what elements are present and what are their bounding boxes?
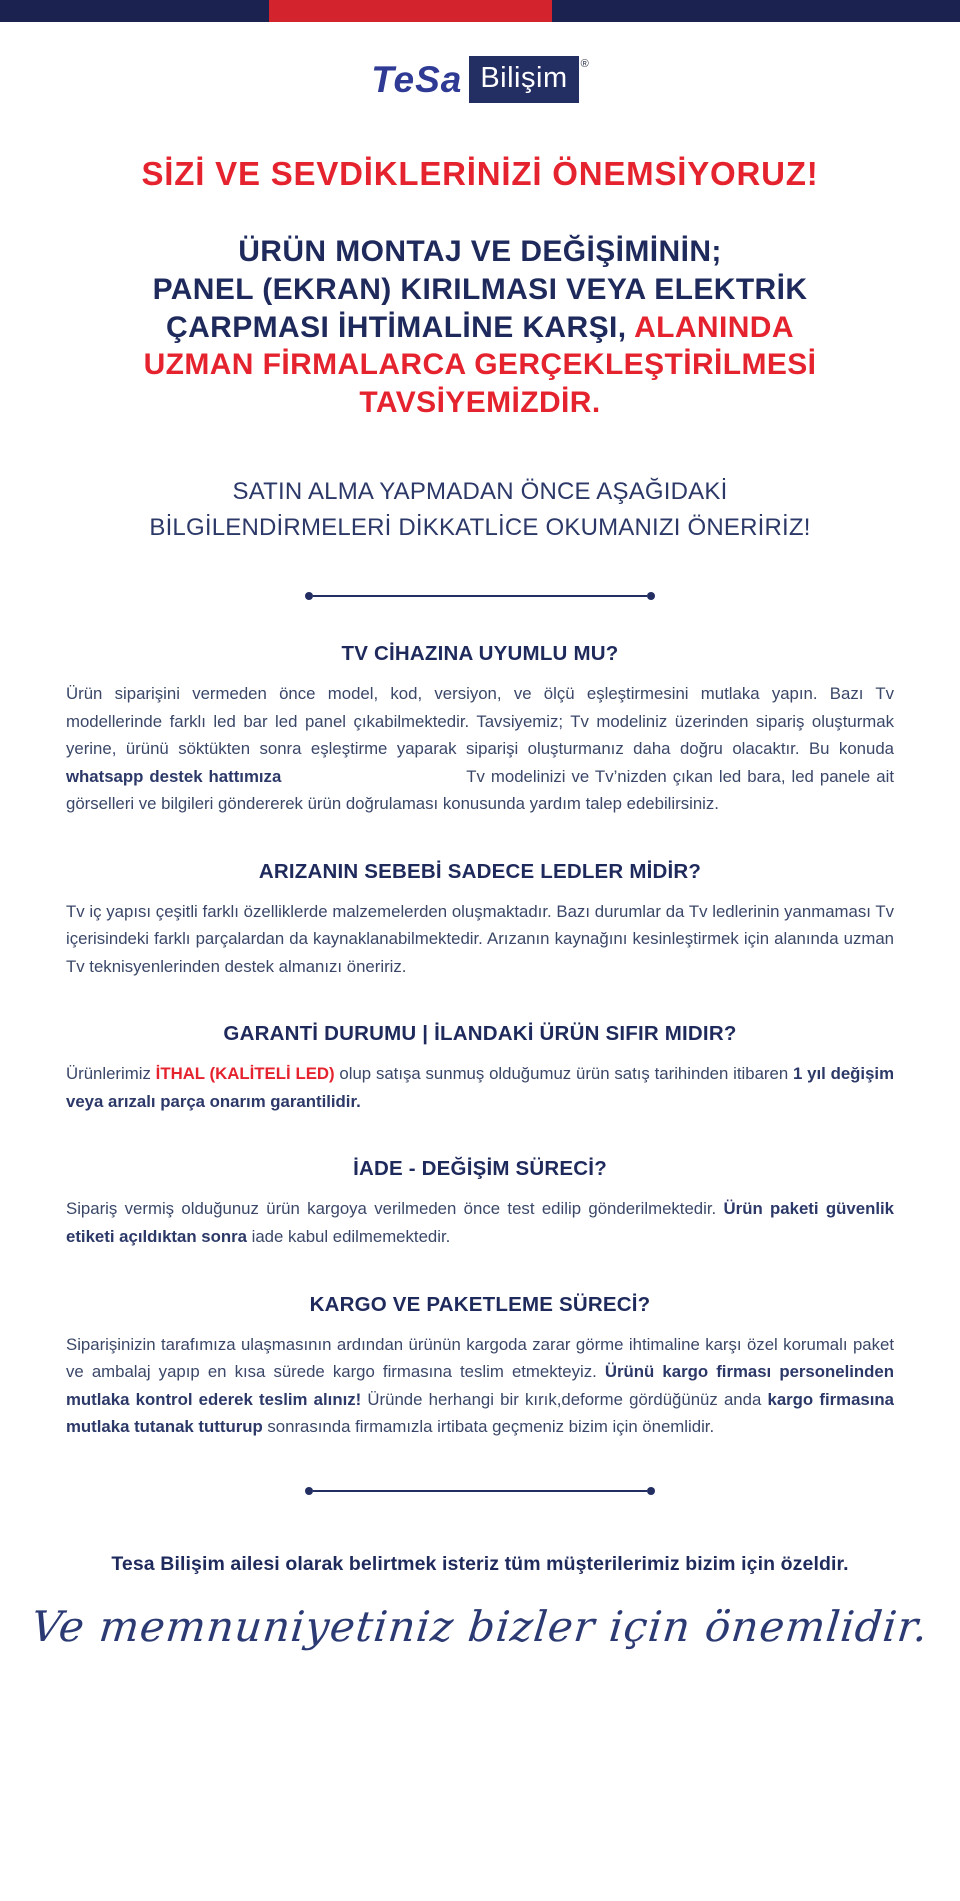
paragraph-text: Siparişinizin tarafımıza ulaşmasının ardından ürünün kargoda zarar görme ihtimaline karşı özel korumalı paket ve ambalaj yapıp en kısa sürede kargo firmasına teslim etmekteyiz.: [66, 1334, 894, 1382]
purchase-notice-line-2: BİLGİLENDİRMELERİ DİKKATLİCE OKUMANIZI ÖNERİRİZ!: [149, 513, 811, 541]
hero-line-2: PANEL (EKRAN) KIRILMASI VEYA ELEKTRİK: [152, 272, 808, 306]
paragraph-text: Ürün siparişini vermeden önce model, kod, versiyon, ve ölçü eşleştirmesini mutlaka yapın. Bazı Tv modellerinde farklı led bar led panel çıkabilmektedir. Tavsiyemiz; Tv modeliniz üzerinden sipariş oluşturmak yerine, ürünü söktükten sonra eşleştirme yaparak siparişi oluşturmanız daha doğru olacaktır. Bu konuda: [66, 683, 894, 759]
logo-box-bilisim: [469, 56, 578, 103]
section-paragraph-tv-uyumlu: [66, 680, 894, 818]
logo-text-tesa: TeSa: [371, 59, 463, 100]
hero-line-1: ÜRÜN MONTAJ VE DEĞİŞİMİNİN;: [238, 235, 722, 268]
section-heading-ariza: ARIZANIN SEBEBİ SADECE LEDLER MİDİR?: [258, 859, 702, 883]
footer-statement: Tesa Bilişim ailesi olarak belirtmek isteriz tüm müşterilerimiz bizim için özeldir.: [111, 1552, 849, 1575]
purchase-notice: [0, 474, 960, 546]
logo-text-bilisim: Bilişim: [480, 62, 568, 94]
paragraph-text: Tv iç yapısı çeşitli farklı özelliklerde malzemelerden oluşmaktadır. Bazı durumlar da Tv ledlerinin yanmaması Tv içerisindeki farklı parçalardan da kaynaklanabilmektedir. Arızanın kaynağını kesinleştirmek için alanında uzman Tv teknisyenlerinden destek almanızı öneririz.: [66, 901, 894, 976]
section-heading-iade: İADE - DEĞİŞİM SÜRECİ?: [353, 1157, 607, 1181]
divider-top: [305, 592, 655, 600]
hero-line-4: UZMAN FİRMALARCA GERÇEKLEŞTİRİLMESİ: [143, 348, 817, 382]
redacted-blank-space: [281, 781, 466, 782]
paragraph-bold-etiket: Ürün paketi güvenlik etiketi açıldıktan sonra: [66, 1199, 894, 1246]
purchase-notice-line-1: SATIN ALMA YAPMADAN ÖNCE AŞAĞIDAKİ: [232, 477, 728, 505]
paragraph-bold-kontrol: Ürünü kargo firması personelinden mutlaka kontrol ederek teslim alınız!: [66, 1362, 895, 1409]
section-heading-garanti: GARANTİ DURUMU | İLANDAKİ ÜRÜN SIFIR MIDIR?: [223, 1022, 737, 1046]
paragraph-text: sonrasında firmamızla irtibata geçmeniz bizim için önemlidir.: [262, 1417, 715, 1437]
section-paragraph-kargo: [66, 1331, 894, 1441]
section-heading-kargo: KARGO VE PAKETLEME SÜRECİ?: [309, 1292, 651, 1316]
divider-dot-right: [647, 592, 655, 600]
section-paragraph-ariza: [66, 898, 894, 981]
section-heading-tv-uyumlu: TV CİHAZINA UYUMLU MU?: [341, 641, 619, 665]
paragraph-bold-whatsapp: whatsapp destek hattımıza: [66, 766, 282, 786]
section-paragraph-iade: [66, 1195, 894, 1250]
paragraph-bold-tutanak: kargo firmasına mutlaka tutanak tutturup: [66, 1389, 894, 1437]
paragraph-text: Ürünlerimiz: [66, 1064, 156, 1084]
divider-dot-left: [305, 1487, 313, 1495]
page-title: SİZİ VE SEVDİKLERİNİZİ ÖNEMSİYORUZ!: [141, 155, 819, 192]
divider-line: [313, 595, 647, 597]
divider-dot-right: [647, 1487, 655, 1495]
top-bar: [0, 0, 960, 22]
paragraph-bold-garanti: 1 yıl değişim veya arızalı parça onarım garantilidir.: [66, 1064, 894, 1111]
footer-handwriting-line: Ve memnuniyetiniz bizler için önemlidir.: [29, 1601, 931, 1651]
hero-line-5: TAVSİYEMİZDİR.: [359, 386, 601, 420]
divider-bottom: [305, 1487, 655, 1495]
hero-heading: [0, 233, 960, 422]
section-paragraph-garanti: [66, 1060, 894, 1115]
registered-trademark-symbol: ®: [580, 58, 589, 70]
top-bar-red-accent: [269, 0, 552, 22]
paragraph-redbold-ithal: İTHAL (KALİTELİ LED): [155, 1064, 335, 1084]
paragraph-text: iade kabul edilmemektedir.: [246, 1227, 451, 1246]
paragraph-text: Üründe herhangi bir kırık,deforme gördüğünüz anda: [361, 1389, 768, 1409]
paragraph-text: olup satışa sunmuş olduğumuz ürün satış tarihinden itibaren: [334, 1064, 793, 1084]
paragraph-text: Sipariş vermiş olduğunuz ürün kargoya verilmeden önce test edilip gönderilmektedir.: [66, 1199, 724, 1219]
brand-logo: [0, 56, 960, 103]
hero-line-3: ÇARPMASI İHTİMALİNE KARŞI, ALANINDA: [166, 310, 794, 344]
divider-dot-left: [305, 592, 313, 600]
paragraph-text: Tv modelinizi ve Tv’nizden çıkan led bara, led panele ait görselleri ve bilgileri göndererek ürün doğrulaması konusunda yardım talep edebilirsiniz.: [66, 766, 894, 814]
divider-line: [313, 1490, 647, 1492]
